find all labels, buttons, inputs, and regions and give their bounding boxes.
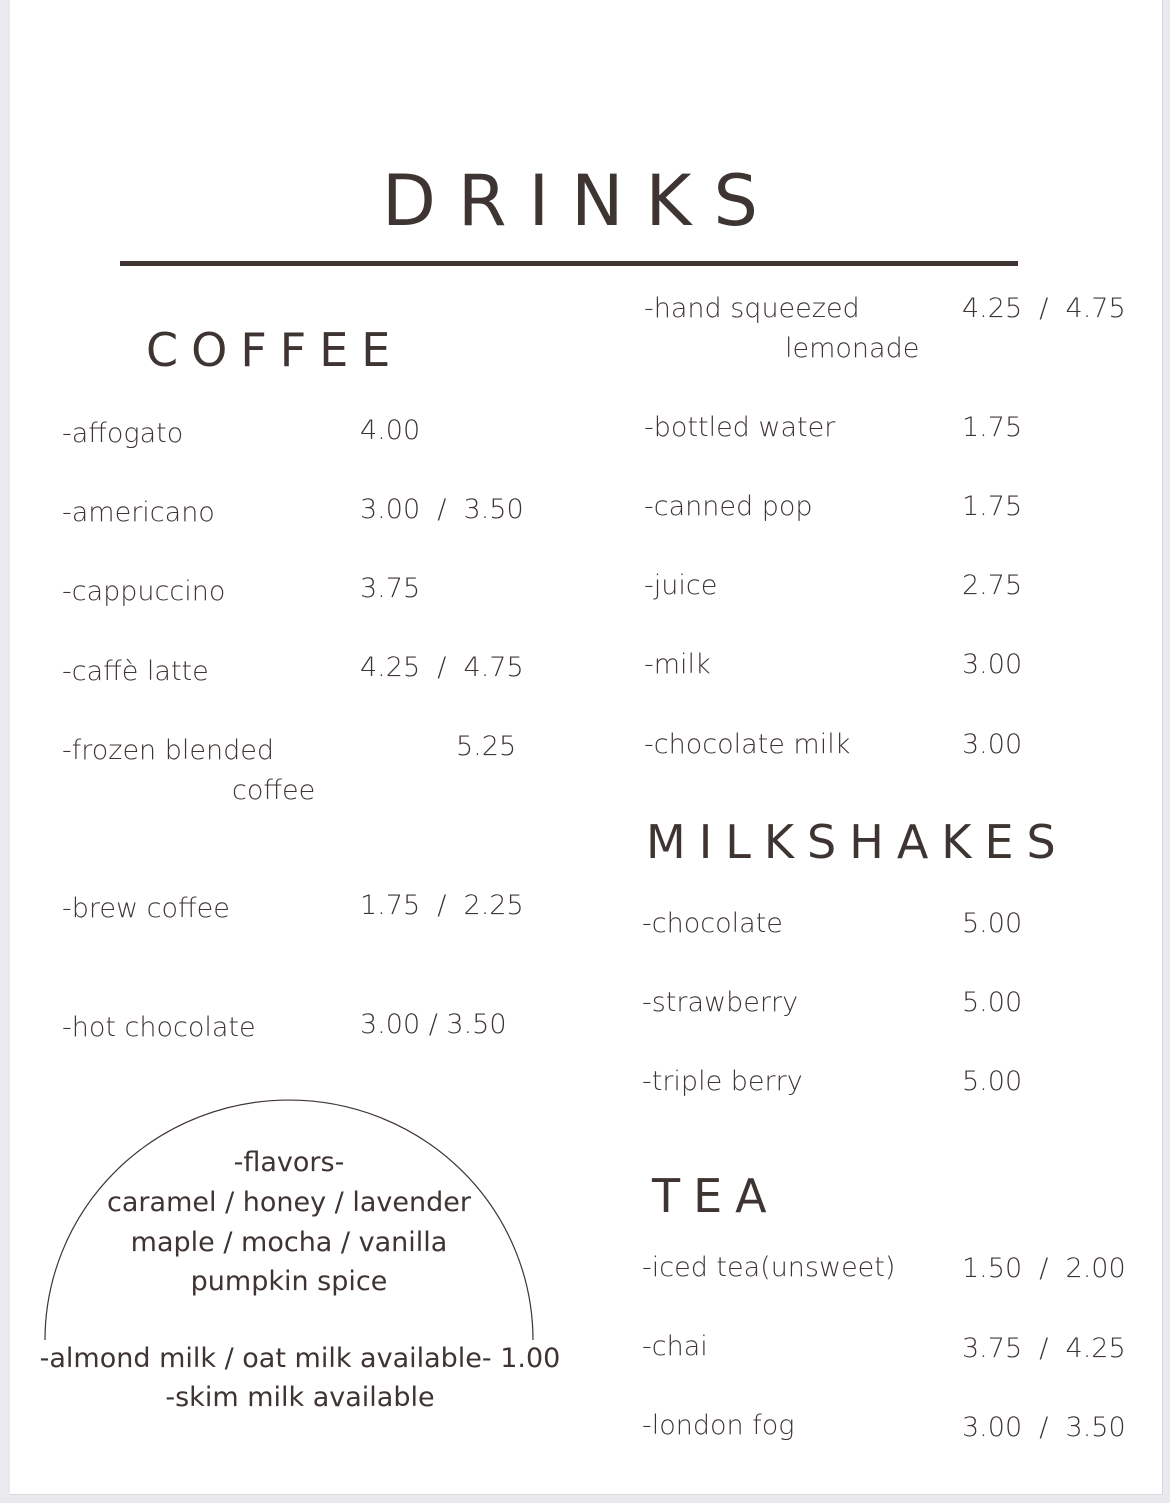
coffee-item-name: -americano [62, 497, 215, 528]
flavors-heading: -flavors- [233, 1147, 345, 1178]
tea-item-name: -iced tea(unsweet) [642, 1252, 896, 1283]
coffee-item-price: 5.25 [456, 731, 517, 762]
tea-heading: TEA [652, 1169, 780, 1223]
coffee-item-name: -cappuccino [62, 576, 226, 607]
coffee-heading: COFFEE [146, 323, 404, 377]
flavors-line: maple / mocha / vanilla [130, 1227, 448, 1258]
drink-item-name: -juice [644, 570, 718, 601]
coffee-item-price: 4.25 / 4.75 [360, 652, 524, 683]
coffee-item-name: -hot chocolate [62, 1012, 256, 1043]
flavors-line: caramel / honey / lavender [107, 1187, 471, 1218]
milkshake-item-price: 5.00 [962, 908, 1023, 939]
drink-item-name: -milk [644, 649, 711, 680]
coffee-item-name: -caffè latte [62, 656, 209, 687]
milk-option-line: -almond milk / oat milk available- 1.00 [39, 1343, 561, 1374]
coffee-item-price: 4.00 [360, 415, 421, 446]
drink-item-price: 3.00 [962, 649, 1023, 680]
flavors-line: pumpkin spice [190, 1266, 388, 1297]
coffee-item-name: -frozen blended [62, 735, 275, 766]
coffee-item-price: 1.75 / 2.25 [360, 890, 524, 921]
coffee-item-name: -brew coffee [62, 893, 230, 924]
coffee-item-price: 3.00 / 3.50 [360, 494, 524, 525]
coffee-item-price: 3.75 [360, 573, 421, 604]
drink-item-price: 3.00 [962, 729, 1023, 760]
tea-item-name: -london fog [642, 1410, 795, 1441]
tea-item-price: 3.00 / 3.50 [962, 1412, 1126, 1443]
tea-item-name: -chai [642, 1331, 708, 1362]
coffee-item-price: 3.00 / 3.50 [360, 1009, 507, 1040]
menu-title: DRINKS [382, 160, 780, 242]
tea-item-price: 3.75 / 4.25 [962, 1333, 1126, 1364]
milkshake-item-name: -triple berry [642, 1066, 803, 1097]
drink-item-price: 1.75 [962, 491, 1023, 522]
drink-item-name: -bottled water [644, 412, 836, 443]
drink-item-name: -canned pop [644, 491, 813, 522]
coffee-item-name-line2: coffee [232, 775, 316, 806]
drink-item-price: 1.75 [962, 412, 1023, 443]
drink-item-price: 2.75 [962, 570, 1023, 601]
coffee-item-name: -affogato [62, 418, 184, 449]
milkshakes-heading: MILKSHAKES [646, 815, 1069, 869]
drink-item-price: 4.25 / 4.75 [962, 293, 1126, 324]
drink-item-name: -chocolate milk [644, 729, 851, 760]
milkshake-item-name: -chocolate [642, 908, 783, 939]
tea-item-price: 1.50 / 2.00 [962, 1253, 1126, 1284]
drink-item-name-line2: lemonade [785, 333, 920, 364]
milkshake-item-price: 5.00 [962, 1066, 1023, 1097]
milk-option-line: -skim milk available [165, 1382, 435, 1413]
drink-item-name: -hand squeezed [644, 293, 860, 324]
milkshake-item-name: -strawberry [642, 987, 799, 1018]
milkshake-item-price: 5.00 [962, 987, 1023, 1018]
